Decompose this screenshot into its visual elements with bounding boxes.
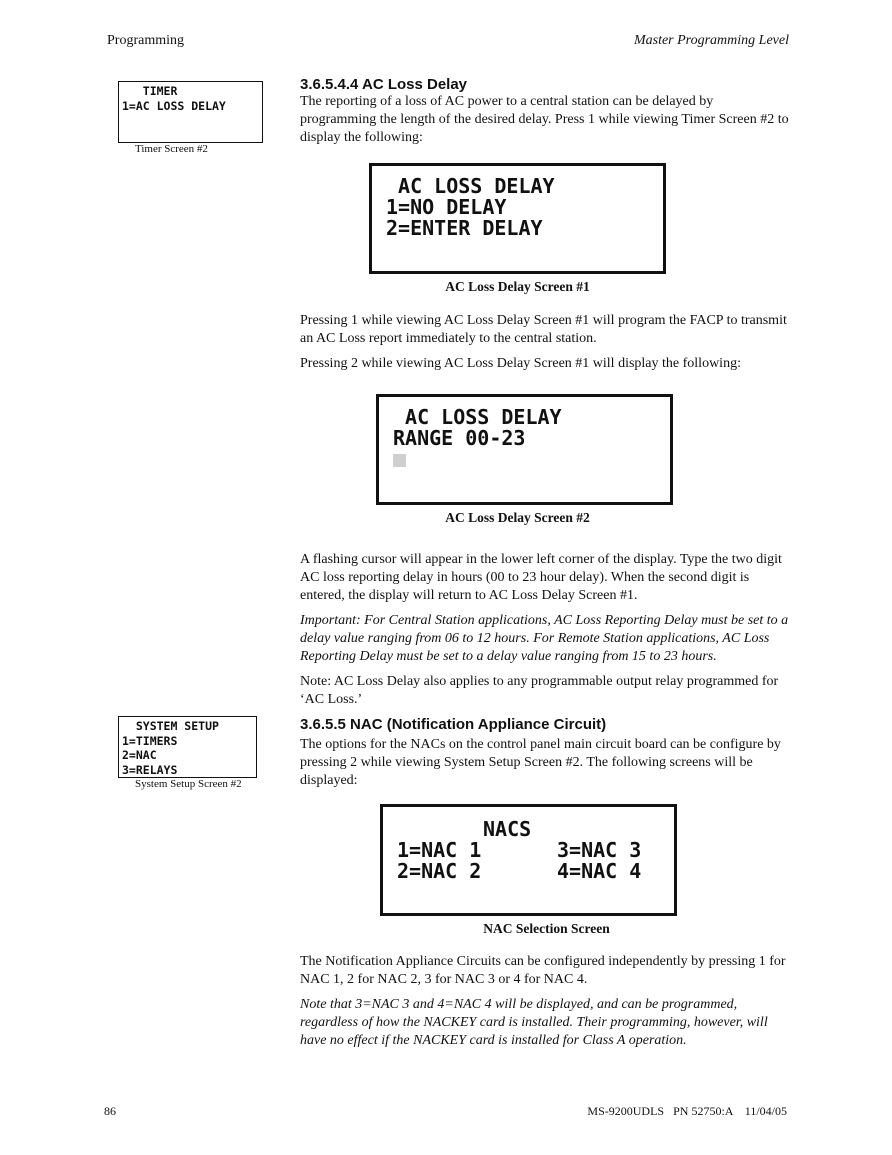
ac-loss-press1-paragraph: Pressing 1 while viewing AC Loss Delay Screen #1 will program the FACP to transmit an AC Loss report immediately to the central station. <box>300 313 787 346</box>
nac-intro: The options for the NACs on the control panel main circuit board can be configure by pressing 2 while viewing System Setup Screen #2. The following screens will be displayed: <box>300 737 781 788</box>
nac-option: 3=NAC 3 <box>557 838 642 862</box>
ac-loss-intro: The reporting of a loss of AC power to a central station can be delayed by programming the length of the desired delay. Press 1 while viewing Timer Screen #2 to display the following: <box>300 94 789 145</box>
lcd-line: RANGE 00-23 <box>393 426 526 450</box>
ac-loss-screen2-lcd <box>376 394 673 505</box>
lcd-title: NACS <box>483 817 532 841</box>
flashing-cursor <box>393 454 406 467</box>
page-number: 86 <box>104 1104 116 1118</box>
nac-selection-screen-caption: NAC Selection Screen <box>483 921 610 936</box>
ac-loss-screen1-lcd <box>369 163 666 274</box>
timer-screen-lcd <box>118 81 263 143</box>
lcd-line: 2=ENTER DELAY <box>386 216 543 240</box>
lcd-line: 1=NO DELAY <box>386 195 507 219</box>
lcd-line: AC LOSS DELAY <box>393 405 562 429</box>
nac-option: 1=NAC 1 <box>397 838 482 862</box>
lcd-line: TIMER <box>122 84 178 98</box>
timer-screen-caption: Timer Screen #2 <box>135 143 208 155</box>
ac-loss-heading: 3.6.5.4.4 AC Loss Delay <box>300 76 468 93</box>
header-chapter-title: Master Programming Level <box>633 33 789 48</box>
ac-loss-important-paragraph: Important: For Central Station applications, AC Loss Reporting Delay must be set to a delay value ranging from 06 to 12 hours. For Remote Station applications, AC Loss Reporting Delay must be set to a delay value ranging from 15 to 23 hours. <box>300 613 789 664</box>
ac-loss-screen2-caption: AC Loss Delay Screen #2 <box>445 510 590 525</box>
nac-note-paragraph: Note that 3=NAC 3 and 4=NAC 4 will be displayed, and can be programmed, regardless of how the NACKEY card is installed. Their programming, however, will have no effect if the NACKEY card is installed for Class A operation. <box>300 997 768 1048</box>
nac-option: 2=NAC 2 <box>397 859 482 883</box>
nac-options-grid <box>397 840 674 882</box>
document-id: MS-9200UDLS PN 52750:A 11/04/05 <box>587 1104 787 1118</box>
lcd-cursor-line <box>393 449 670 470</box>
ac-loss-note-paragraph: Note: AC Loss Delay also applies to any programmable output relay programmed for ‘AC Loss.’ <box>300 674 779 707</box>
lcd-line: 1=AC LOSS DELAY <box>122 99 226 113</box>
lcd-line: 1=TIMERS <box>122 733 178 748</box>
ac-loss-press2-paragraph: Pressing 2 while viewing AC Loss Delay Screen #1 will display the following: <box>300 356 741 371</box>
lcd-line: 2=NAC <box>122 748 157 762</box>
ac-loss-cursor-paragraph: A flashing cursor will appear in the lower left corner of the display. Type the two digit AC loss reporting delay in hours (00 to 23 hour delay). When the second digit is entered, the display will return to AC Loss Delay Screen #1. <box>300 552 782 603</box>
header-section-title: Programming <box>107 33 184 48</box>
lcd-line: SYSTEM SETUP <box>122 719 219 733</box>
lcd-line: 3=RELAYS <box>122 762 178 777</box>
nac-selection-screen-lcd <box>380 804 677 916</box>
nac-heading: 3.6.5.5 NAC (Notification Appliance Circuit) <box>300 716 607 733</box>
ac-loss-screen1-caption: AC Loss Delay Screen #1 <box>445 279 590 294</box>
system-setup-screen-caption: System Setup Screen #2 <box>135 778 242 790</box>
system-setup-screen-lcd <box>118 716 257 778</box>
nac-config-paragraph: The Notification Appliance Circuits can be configured independently by pressing 1 for NAC 1, 2 for NAC 2, 3 for NAC 3 or 4 for NAC 4. <box>300 954 786 987</box>
lcd-line: AC LOSS DELAY <box>386 174 555 198</box>
nac-option: 4=NAC 4 <box>557 859 642 883</box>
